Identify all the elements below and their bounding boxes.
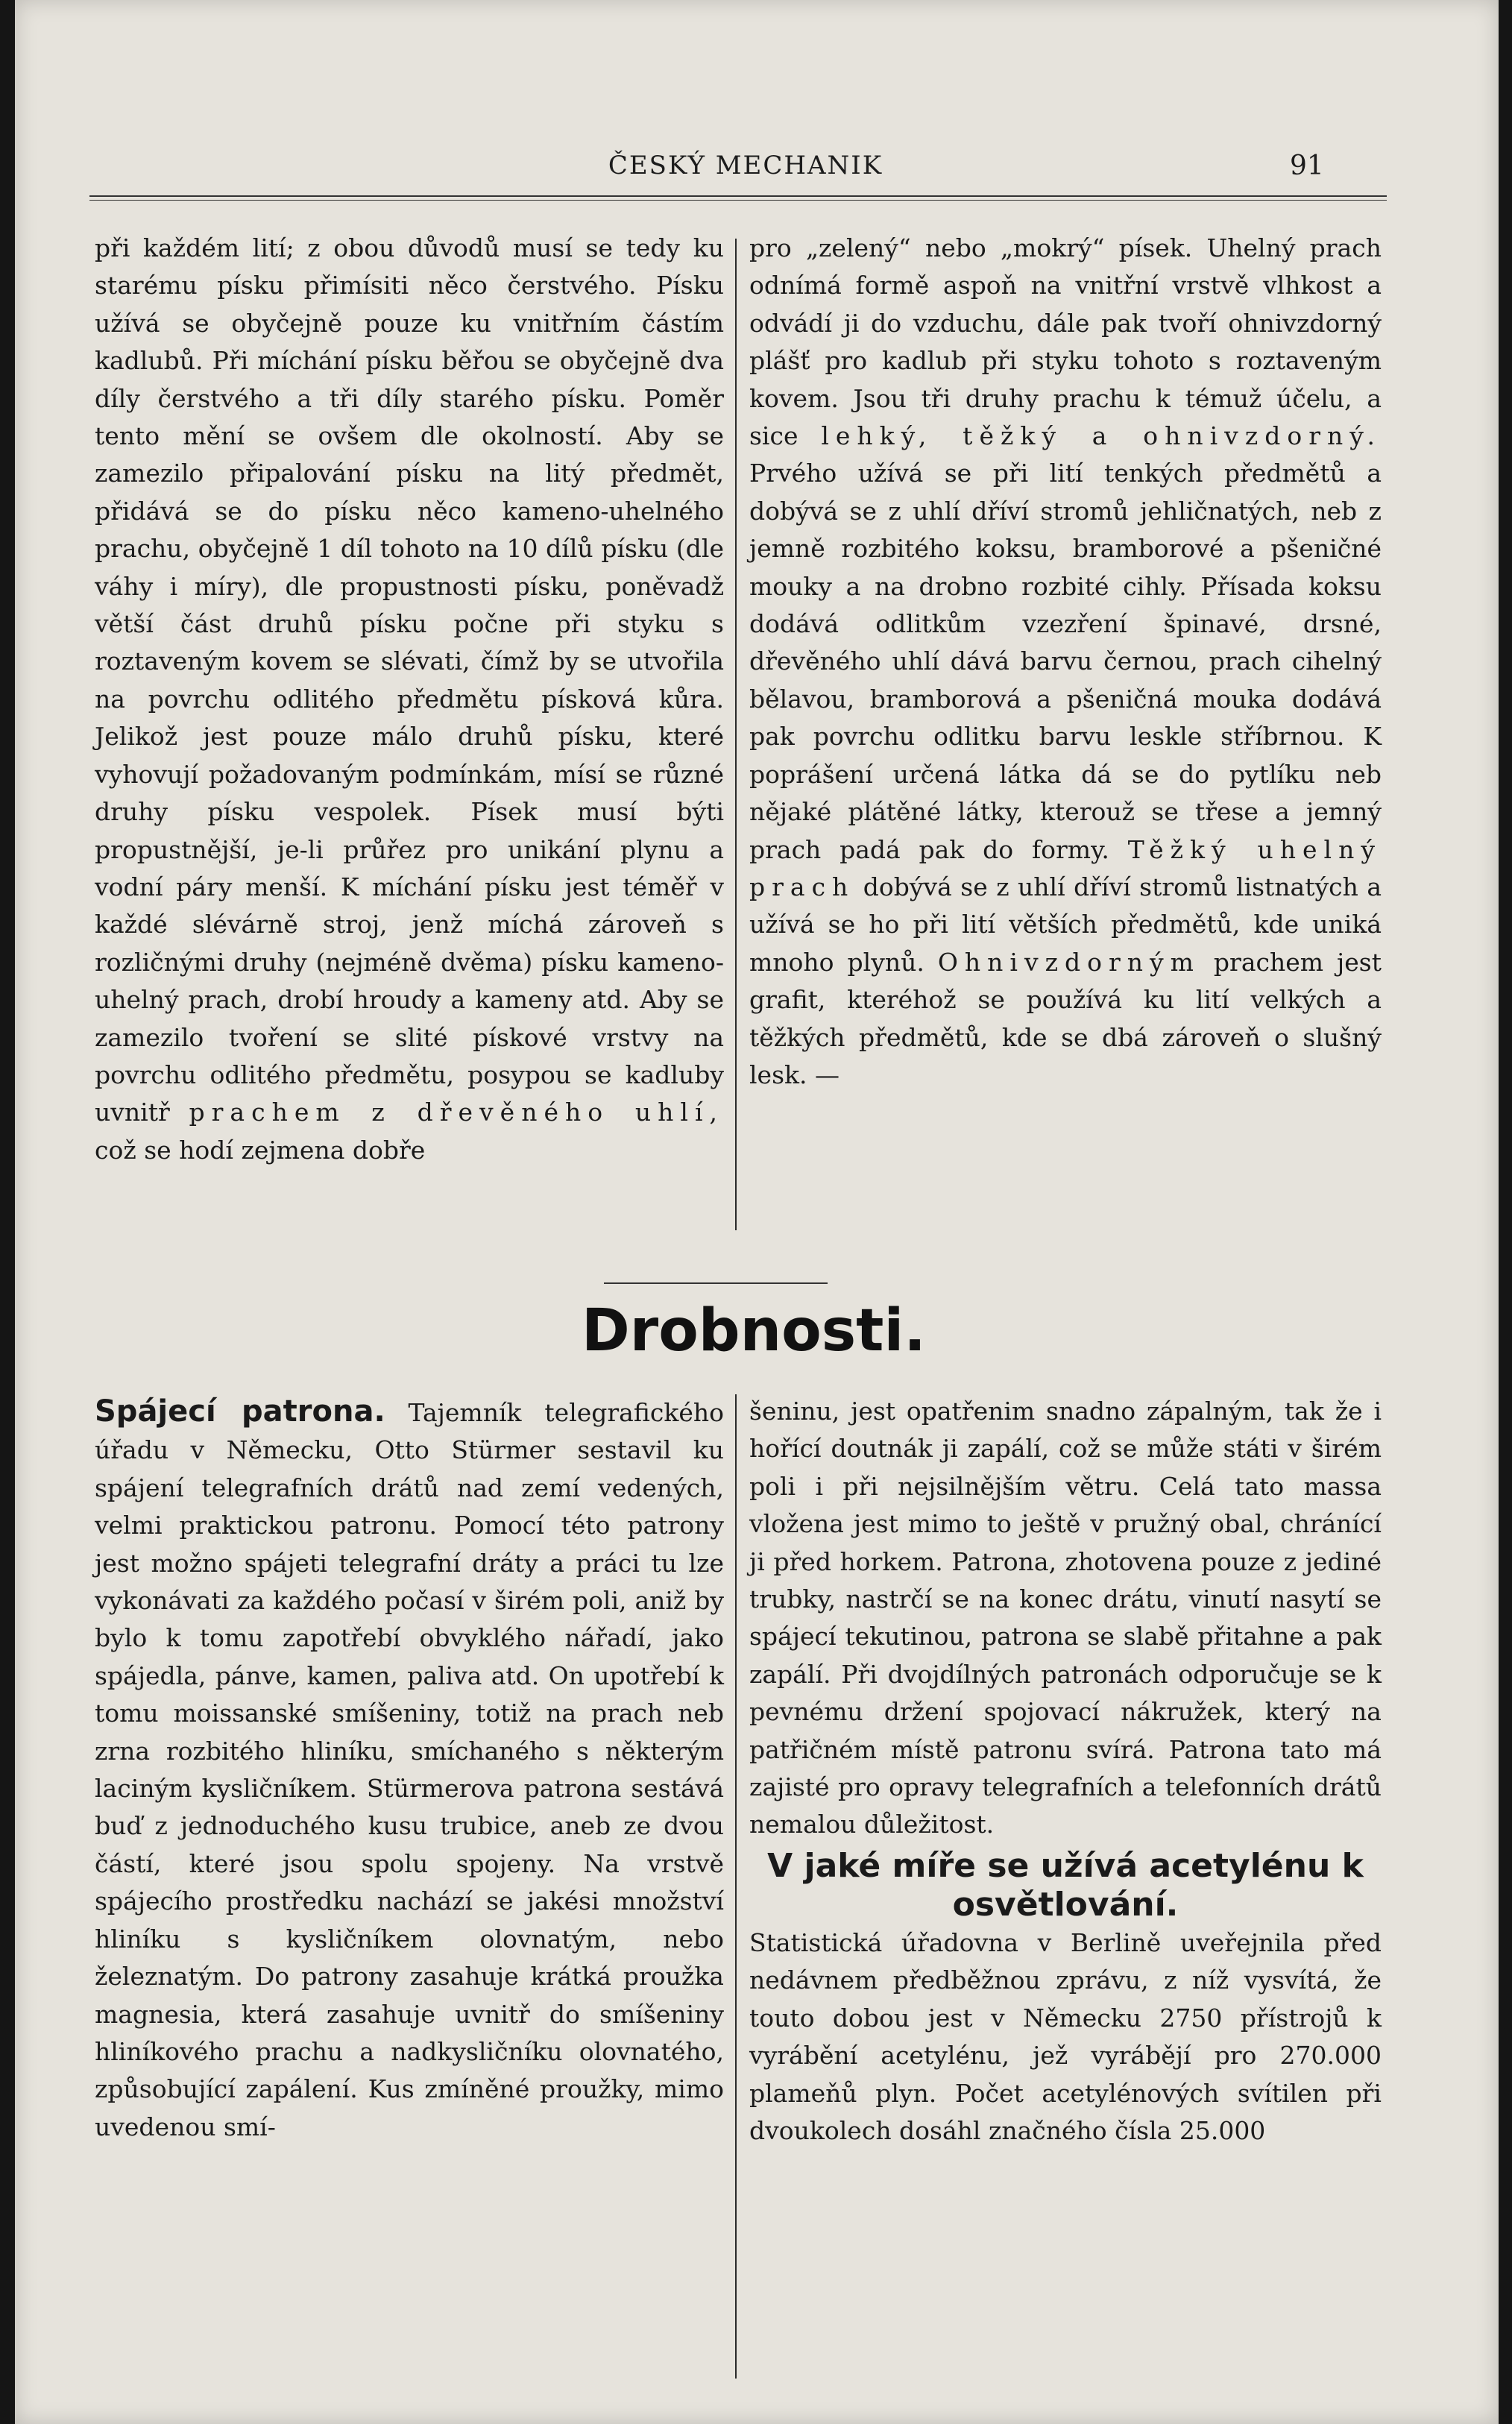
news-heading: V jaké míře se užívá acetylénu k osvětlování. — [767, 1846, 1364, 1924]
spaced-emphasis: lehký, těžký a ohnivzdorný. — [821, 421, 1382, 451]
spaced-emphasis: prachem z dřevěného uhlí, — [189, 1098, 724, 1127]
news-text: šeninu, jest opatřenim snadno zápalným, tak že i hořící doutnák ji zapálí, což se může státi v širém poli i při nejsilnějším větru. Celá tato massa vložena jest mimo to ještě v pružný obal, chránící ji před horkem. Patrona, zhotovena pouze z jediné trubky, nastrčí se na konec drátu, vinutí nasytí se spájecí tekutinou, patrona se slabě přitahne a pak zapálí. Při dvojdílných patronách odporučuje se k pevnému držení spojovací nákružek, který na patřičném místě patronu svírá. Patrona tato má zajisté pro opravy telegrafních a telefonních drátů nemalou důležitost. — [749, 1397, 1382, 1839]
column-divider — [735, 239, 737, 1230]
page — [15, 0, 1499, 2424]
article-text-end: což se hodí zejmena dobře — [95, 1135, 426, 1165]
spaced-emphasis: Těžký uhelný prach — [749, 834, 1382, 901]
page-number: 91 — [1290, 151, 1324, 181]
article-text: pro „zelený“ nebo „mokrý“ písek. Uhelný prach odnímá formě aspoň na vnitřní vrstvě vlhkost a odvádí ji do vzduchu, dále pak tvoří ohnivzdorný plášť pro kadlub při styku tohoto s roztaveným kovem. Jsou tři druhy prachu k témuž účelu, a sice — [749, 233, 1382, 451]
section-separator — [604, 1282, 828, 1284]
article-text: při každém lití; z obou důvodů musí se tedy ku starému písku přimísiti něco čerstvého. Písku užívá se obyčejně pouze ku vnitřním částím kadlubů. Při míchání písku běřou se obyčejně dva díly čerstvého a tři díly starého písku. Poměr tento mění se ovšem dle okolností. Aby se zamezilo připalování písku na litý předmět, přidává se do písku něco kameno-uhelného prachu, obyčejně 1 díl tohoto na 10 dílů písku (dle váhy i míry), dle propustnosti písku, poněvadž větší část druhů písku počne při styku s roztaveným kovem se slévati, čímž by se utvořila na povrchu odlitého předmětu písková kůra. Jelikož jest pouze málo druhů písku, které vyhovují požadovaným podmínkám, mísí se různé druhy písku vespolek. Písek musí býti propustnější, je-li průřez pro unikání plynu a vodní páry menší. K míchání písku jest téměř v každé slévárně stroj, jenž míchá zároveň s rozličnými druhy (nejméně dvěma) písku kameno-uhelný prach, drobí hroudy a kameny atd. Aby se zamezilo tvoření se slité pískové vrstvy na povrchu odlitého předmětu, posypou se kadluby uvnitř — [95, 233, 724, 1127]
article-column-2 — [749, 230, 1382, 1094]
section-title: Drobnosti. — [582, 1297, 926, 1364]
news-column-1 — [95, 1393, 724, 2146]
column-divider — [735, 1394, 737, 2379]
running-header-title: ČESKÝ MECHANIK — [608, 151, 883, 180]
spaced-emphasis: Ohnivzdorným — [937, 947, 1200, 977]
article-text: Prvého užívá se při lití tenkých předmětů a dobývá se z uhlí dříví stromů jehličnatých, neb z jemně rozbitého koksu, bramborové a pšeničné mouky a na drobno rozbité cihly. Přísada koksu dodává odlitkům vzezření špinavé, drsné, dřevěného uhlí dává barvu černou, prach cihelný bělavou, bramborová a pšeničná mouka dodává pak povrchu odlitku barvu leskle stříbrnou. K poprášení určená látka dá se do pytlíku neb nějaké plátěné látky, kterouž se třese a jemný prach padá pak do formy. — [749, 459, 1382, 864]
news-column-2 — [749, 1393, 1382, 2150]
news-text: Tajemník telegrafického úřadu v Německu, Otto Stürmer sestavil ku spájení telegrafních drátů nad zemí vedených, velmi praktickou patronu. Pomocí této patrony jest možno spájeti telegrafní dráty a práci tu lze vykonávati za každého počasí v širém poli, aniž by bylo k tomu zapotřebí obvyklého nářadí, jako spájedla, pánve, kamen, paliva atd. On upotřebí k tomu moissanské smíšeniny, totiž na prach neb zrna rozbitého hliníku, smíchaného s některým laciným kysličníkem. Stürmerova patrona sestává buď z jednoduchého kusu trubice, aneb ze dvou částí, které jsou spolu spojeny. Na vrstvě spájecího prostředku nachází se jakési množství hliníku s kysličníkem olovnatým, nebo železnatým. Do patrony zasahuje krátká proužka magnesia, která zasahuje uvnitř do smíšeniny hliníkového prachu a nadkysličníku olovnatého, způsobující zapálení. Kus zmíněné proužky, mimo uvedenou smí- — [95, 1398, 724, 2141]
article-text: dobývá se z uhlí dříví stromů listnatých a užívá se ho při lití větších předmětů, kde uniká mnoho plynů. — [749, 872, 1382, 977]
news-text: Statistická úřadovna v Berlině uveřejnila před nedávnem předběžnou zprávu, z níž vysvítá, že touto dobou jest v Německu 2750 přístrojů k vyrábění acetylénu, jež vyrábějí pro 270.000 plameňů plyn. Počet acetylénových svítilen při dvoukolech dosáhl značného čísla 25.000 — [749, 1927, 1382, 2145]
header-rule — [89, 195, 1387, 201]
article-column-1 — [95, 230, 724, 1169]
article-text: prachem jest grafit, kteréhož se používá ku lití velkých a těžkých předmětů, kde se dbá zároveň o slušný lesk. — — [749, 947, 1382, 1089]
news-heading: Spájecí patrona. — [95, 1394, 385, 1429]
